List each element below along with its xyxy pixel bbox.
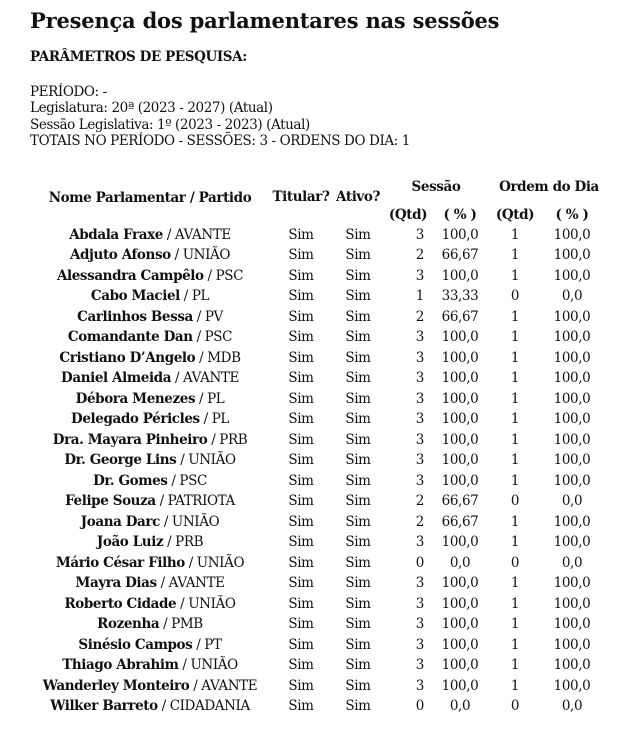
sessao-pct-cell: 100,0 (441, 329, 479, 346)
ativo-cell: Sim (345, 452, 371, 469)
parlamentar-cell: Thiago Abrahim / UNIÃO (62, 657, 238, 674)
ordem-qtd-cell: 1 (510, 636, 520, 653)
table-row (30, 287, 602, 308)
party: PRB (175, 534, 204, 551)
sessao-qtd-cell: 0 (415, 698, 424, 715)
ordem-qtd-cell: 1 (510, 616, 520, 633)
ordem-qtd-cell: 0 (510, 493, 520, 510)
party: PV (204, 308, 223, 325)
attendance-table (30, 169, 602, 717)
sessao-pct-cell: 100,0 (441, 226, 479, 243)
ativo-cell: Sim (345, 390, 371, 407)
ordem-qtd-cell: 1 (510, 534, 520, 551)
sessao-qtd-cell: 0 (415, 554, 424, 571)
table-row (30, 656, 602, 677)
sessao-pct-cell: 100,0 (441, 534, 479, 551)
ordem-pct-cell: 0,0 (561, 554, 583, 571)
party: PMB (171, 616, 203, 633)
sessao-pct-cell: 66,67 (441, 513, 479, 530)
titular-cell: Sim (288, 698, 314, 715)
titular-cell: Sim (288, 534, 314, 551)
period-line: PERÍODO: - (30, 84, 107, 100)
ordem-pct-cell: 100,0 (553, 267, 591, 284)
ativo-cell: Sim (345, 595, 371, 612)
titular-cell: Sim (288, 575, 314, 592)
ordem-qtd-cell: 1 (510, 308, 520, 325)
table-row (30, 574, 602, 595)
legislature-line: Legislatura: 20ª (2023 - 2027) (Atual) (30, 100, 273, 117)
parlamentar-cell: Delegado Péricles / PL (71, 411, 229, 428)
ordem-pct-cell: 100,0 (553, 616, 591, 633)
ativo-cell: Sim (345, 636, 371, 653)
table-row (30, 430, 602, 451)
parlamentar-name: Dr. George Lins (64, 452, 177, 469)
sessao-qtd-cell: 3 (415, 431, 424, 448)
titular-cell: Sim (288, 616, 314, 633)
table-row (30, 553, 602, 574)
header-ordem-qtd: (Qtd) (495, 207, 535, 224)
ordem-qtd-cell: 1 (510, 370, 520, 387)
ordem-pct-cell: 100,0 (553, 411, 591, 428)
parlamentar-cell: Sinésio Campos / PT (78, 636, 222, 653)
sessao-pct-cell: 100,0 (441, 657, 479, 674)
ordem-qtd-cell: 1 (510, 677, 520, 694)
parlamentar-name: Cabo Maciel (90, 288, 180, 305)
titular-cell: Sim (288, 657, 314, 674)
parlamentar-cell: Roberto Cidade / UNIÃO (64, 595, 236, 612)
ordem-pct-cell: 100,0 (553, 226, 591, 243)
ordem-qtd-cell: 1 (510, 431, 520, 448)
titular-cell: Sim (288, 452, 314, 469)
ativo-cell: Sim (345, 657, 371, 674)
sessao-pct-cell: 66,67 (441, 247, 479, 264)
header-sessao: Sessão (411, 178, 461, 195)
parlamentar-cell: Adjuto Afonso / UNIÃO (69, 247, 231, 264)
ordem-qtd-cell: 1 (510, 657, 520, 674)
ativo-cell: Sim (345, 226, 371, 243)
sessao-pct-cell: 100,0 (441, 595, 479, 612)
table-row (30, 369, 602, 390)
parlamentar-cell: Mayra Dias / AVANTE (75, 575, 225, 592)
parlamentar-cell: Alessandra Campêlo / PSC (56, 267, 244, 284)
party: PSC (204, 329, 233, 346)
sessao-qtd-cell: 3 (415, 677, 424, 694)
ordem-qtd-cell: 1 (510, 226, 520, 243)
titular-cell: Sim (288, 677, 314, 694)
sessao-qtd-cell: 3 (415, 616, 424, 633)
ordem-qtd-cell: 1 (510, 595, 520, 612)
table-row (30, 328, 602, 349)
sessao-qtd-cell: 3 (415, 349, 424, 366)
parlamentar-cell: Dr. Gomes / PSC (93, 472, 207, 489)
sessao-pct-cell: 100,0 (441, 452, 479, 469)
table-row (30, 697, 602, 718)
parlamentar-cell: Wilker Barreto / CIDADANIA (50, 698, 250, 715)
ordem-pct-cell: 100,0 (553, 431, 591, 448)
session-line: Sessão Legislativa: 1º (2023 - 2023) (Atual) (30, 116, 310, 133)
parlamentar-cell: Comandante Dan / PSC (67, 329, 233, 346)
table-row (30, 246, 602, 267)
titular-cell: Sim (288, 247, 314, 264)
sessao-pct-cell: 33,33 (441, 288, 479, 305)
parlamentar-name: Mayra Dias (75, 575, 157, 592)
titular-cell: Sim (288, 308, 314, 325)
ordem-pct-cell: 100,0 (553, 329, 591, 346)
parlamentar-name: Adjuto Afonso (69, 247, 171, 264)
ordem-pct-cell: 100,0 (553, 595, 591, 612)
ordem-qtd-cell: 1 (510, 411, 520, 428)
parlamentar-cell: Joana Darc / UNIÃO (80, 513, 220, 530)
ordem-pct-cell: 100,0 (553, 370, 591, 387)
sessao-qtd-cell: 3 (415, 267, 424, 284)
ordem-pct-cell: 100,0 (553, 472, 591, 489)
party: PRB (219, 431, 248, 448)
parlamentar-cell: Wanderley Monteiro / AVANTE (42, 677, 258, 694)
sessao-qtd-cell: 3 (415, 595, 424, 612)
ordem-pct-cell: 100,0 (553, 452, 591, 469)
ativo-cell: Sim (345, 308, 371, 325)
ordem-pct-cell: 0,0 (561, 288, 583, 305)
header-name: Nome Parlamentar / Partido (48, 189, 252, 206)
ordem-qtd-cell: 1 (510, 452, 520, 469)
ordem-qtd-cell: 1 (510, 329, 520, 346)
parlamentar-name: Joana Darc (80, 513, 160, 530)
party: PL (211, 411, 229, 428)
ordem-qtd-cell: 1 (510, 349, 520, 366)
parlamentar-name: Daniel Almeida (61, 370, 172, 387)
ordem-pct-cell: 0,0 (561, 493, 583, 510)
ativo-cell: Sim (345, 677, 371, 694)
parlamentar-name: Carlinhos Bessa (77, 308, 193, 325)
table-row (30, 594, 602, 615)
sessao-pct-cell: 100,0 (441, 267, 479, 284)
titular-cell: Sim (288, 554, 314, 571)
sessao-pct-cell: 100,0 (441, 411, 479, 428)
titular-cell: Sim (288, 636, 314, 653)
ordem-pct-cell: 100,0 (553, 636, 591, 653)
parlamentar-cell: Abdala Fraxe / AVANTE (69, 226, 231, 243)
sessao-pct-cell: 66,67 (441, 308, 479, 325)
party: PT (204, 636, 222, 653)
parlamentar-name: Sinésio Campos (78, 636, 193, 653)
sessao-pct-cell: 0,0 (449, 554, 471, 571)
party: UNIÃO (188, 452, 236, 469)
ordem-pct-cell: 100,0 (553, 513, 591, 530)
titular-cell: Sim (288, 513, 314, 530)
parlamentar-name: Débora Menezes (75, 390, 196, 407)
ativo-cell: Sim (345, 616, 371, 633)
table-row (30, 492, 602, 513)
party: UNIÃO (182, 247, 231, 264)
ordem-pct-cell: 100,0 (553, 657, 591, 674)
sessao-pct-cell: 100,0 (441, 472, 479, 489)
ordem-pct-cell: 100,0 (553, 575, 591, 592)
titular-cell: Sim (288, 472, 314, 489)
titular-cell: Sim (288, 267, 314, 284)
ativo-cell: Sim (345, 411, 371, 428)
parlamentar-name: Wilker Barreto (50, 698, 158, 715)
sessao-pct-cell: 100,0 (441, 349, 479, 366)
titular-cell: Sim (288, 329, 314, 346)
parlamentar-cell: Débora Menezes / PL (75, 390, 225, 407)
sessao-pct-cell: 100,0 (441, 431, 479, 448)
parlamentar-name: Cristiano D’Angelo (59, 349, 196, 366)
sessao-qtd-cell: 3 (415, 636, 424, 653)
parlamentar-cell: João Luiz / PRB (96, 534, 204, 551)
parlamentar-cell: Mário César Filho / UNIÃO (55, 554, 245, 571)
parlamentar-name: Rozenha (97, 616, 160, 633)
party: PSC (179, 472, 207, 489)
ordem-pct-cell: 100,0 (553, 534, 591, 551)
header-ordem: Ordem do Dia (499, 178, 599, 195)
sessao-pct-cell: 100,0 (441, 575, 479, 592)
party: UNIÃO (196, 554, 245, 571)
header-ordem-pct: ( % ) (555, 207, 589, 224)
ordem-pct-cell: 100,0 (553, 677, 591, 694)
titular-cell: Sim (288, 431, 314, 448)
sessao-qtd-cell: 2 (415, 493, 424, 510)
titular-cell: Sim (288, 595, 314, 612)
ordem-qtd-cell: 1 (510, 575, 520, 592)
sessao-qtd-cell: 3 (415, 452, 424, 469)
parlamentar-cell: Cristiano D’Angelo / MDB (59, 349, 241, 366)
ativo-cell: Sim (345, 370, 371, 387)
ativo-cell: Sim (345, 288, 371, 305)
ativo-cell: Sim (345, 472, 371, 489)
parlamentar-name: Dra. Mayara Pinheiro (52, 431, 208, 448)
table-row (30, 512, 602, 533)
sessao-qtd-cell: 2 (415, 247, 424, 264)
table-row (30, 615, 602, 636)
sessao-qtd-cell: 3 (415, 534, 424, 551)
table-row (30, 348, 602, 369)
parlamentar-cell: Daniel Almeida / AVANTE (61, 370, 239, 387)
ordem-pct-cell: 100,0 (553, 390, 591, 407)
party: AVANTE (168, 575, 225, 592)
sessao-qtd-cell: 3 (415, 329, 424, 346)
table-row (30, 225, 602, 246)
party: PSC (215, 267, 244, 284)
parlamentar-name: Delegado Péricles (71, 411, 200, 428)
sessao-qtd-cell: 3 (415, 472, 424, 489)
party: UNIÃO (188, 595, 236, 612)
table-row (30, 676, 602, 697)
ativo-cell: Sim (345, 575, 371, 592)
parlamentar-name: Alessandra Campêlo (56, 267, 204, 284)
table-row (30, 389, 602, 410)
sessao-qtd-cell: 3 (415, 411, 424, 428)
parlamentar-name: Wanderley Monteiro (42, 677, 190, 694)
sessao-qtd-cell: 3 (415, 226, 424, 243)
parlamentar-name: Mário César Filho (55, 554, 185, 571)
sessao-qtd-cell: 3 (415, 390, 424, 407)
titular-cell: Sim (288, 493, 314, 510)
sessao-qtd-cell: 3 (415, 575, 424, 592)
party: PATRIOTA (167, 493, 235, 510)
sessao-pct-cell: 100,0 (441, 677, 479, 694)
page-title: Presença dos parlamentares nas sessões (30, 8, 500, 33)
titular-cell: Sim (288, 226, 314, 243)
table-row (30, 307, 602, 328)
party: AVANTE (183, 370, 239, 387)
table-row (30, 533, 602, 554)
parlamentar-cell: Cabo Maciel / PL (90, 288, 210, 305)
totals-line: TOTAIS NO PERÍODO - SESSÕES: 3 - ORDENS DO DIA: 1 (30, 132, 410, 149)
sessao-pct-cell: 100,0 (441, 390, 479, 407)
ordem-qtd-cell: 0 (510, 698, 520, 715)
ativo-cell: Sim (345, 431, 371, 448)
table-row (30, 266, 602, 287)
table-row (30, 471, 602, 492)
ativo-cell: Sim (345, 267, 371, 284)
party: UNIÃO (190, 657, 238, 674)
party: AVANTE (174, 226, 231, 243)
titular-cell: Sim (288, 370, 314, 387)
titular-cell: Sim (288, 390, 314, 407)
titular-cell: Sim (288, 411, 314, 428)
parlamentar-name: Thiago Abrahim (62, 657, 179, 674)
header-ativo: Ativo? (336, 188, 380, 205)
sessao-pct-cell: 100,0 (441, 370, 479, 387)
ordem-qtd-cell: 1 (510, 513, 520, 530)
party: UNIÃO (171, 513, 220, 530)
ordem-qtd-cell: 1 (510, 267, 520, 284)
header-sessao-qtd: (Qtd) (388, 207, 428, 224)
party: AVANTE (201, 677, 258, 694)
ordem-qtd-cell: 1 (510, 390, 520, 407)
titular-cell: Sim (288, 288, 314, 305)
ativo-cell: Sim (345, 247, 371, 264)
ordem-qtd-cell: 0 (510, 554, 520, 571)
ativo-cell: Sim (345, 534, 371, 551)
ativo-cell: Sim (345, 698, 371, 715)
parlamentar-cell: Felipe Souza / PATRIOTA (65, 493, 235, 510)
table-row (30, 451, 602, 472)
parlamentar-cell: Rozenha / PMB (97, 616, 203, 633)
parlamentar-name: Felipe Souza (65, 493, 156, 510)
ordem-pct-cell: 100,0 (553, 349, 591, 366)
parlamentar-name: Dr. Gomes (93, 472, 168, 489)
sessao-pct-cell: 100,0 (441, 616, 479, 633)
party: CIDADANIA (169, 698, 250, 715)
ordem-qtd-cell: 1 (510, 472, 520, 489)
parlamentar-name: Abdala Fraxe (69, 226, 163, 243)
ordem-qtd-cell: 1 (510, 247, 520, 264)
sessao-qtd-cell: 2 (415, 308, 424, 325)
parlamentar-name: Comandante Dan (67, 329, 193, 346)
sessao-qtd-cell: 2 (415, 513, 424, 530)
ordem-pct-cell: 100,0 (553, 308, 591, 325)
ordem-pct-cell: 0,0 (561, 698, 583, 715)
parlamentar-cell: Dra. Mayara Pinheiro / PRB (52, 431, 248, 448)
ordem-pct-cell: 100,0 (553, 247, 591, 264)
sessao-pct-cell: 66,67 (441, 493, 479, 510)
party: PL (191, 288, 210, 305)
ativo-cell: Sim (345, 513, 371, 530)
ativo-cell: Sim (345, 554, 371, 571)
sessao-qtd-cell: 3 (415, 657, 424, 674)
sessao-qtd-cell: 1 (415, 288, 424, 305)
parlamentar-name: Roberto Cidade (64, 595, 177, 612)
party: PL (207, 390, 225, 407)
sessao-qtd-cell: 3 (415, 370, 424, 387)
ativo-cell: Sim (345, 329, 371, 346)
sessao-pct-cell: 0,0 (449, 698, 471, 715)
parlamentar-name: João Luiz (96, 534, 164, 551)
search-params (30, 84, 628, 149)
params-heading: PARÂMETROS DE PESQUISA: (30, 49, 247, 65)
header-sessao-pct: ( % ) (443, 207, 477, 224)
ativo-cell: Sim (345, 493, 371, 510)
sessao-pct-cell: 100,0 (441, 636, 479, 653)
ordem-qtd-cell: 0 (510, 288, 520, 305)
party: MDB (207, 349, 241, 366)
ativo-cell: Sim (345, 349, 371, 366)
parlamentar-cell: Dr. George Lins / UNIÃO (64, 452, 236, 469)
parlamentar-cell: Carlinhos Bessa / PV (77, 308, 223, 325)
header-titular: Titular? (272, 188, 330, 205)
titular-cell: Sim (288, 349, 314, 366)
table-row (30, 635, 602, 656)
table-row (30, 410, 602, 431)
